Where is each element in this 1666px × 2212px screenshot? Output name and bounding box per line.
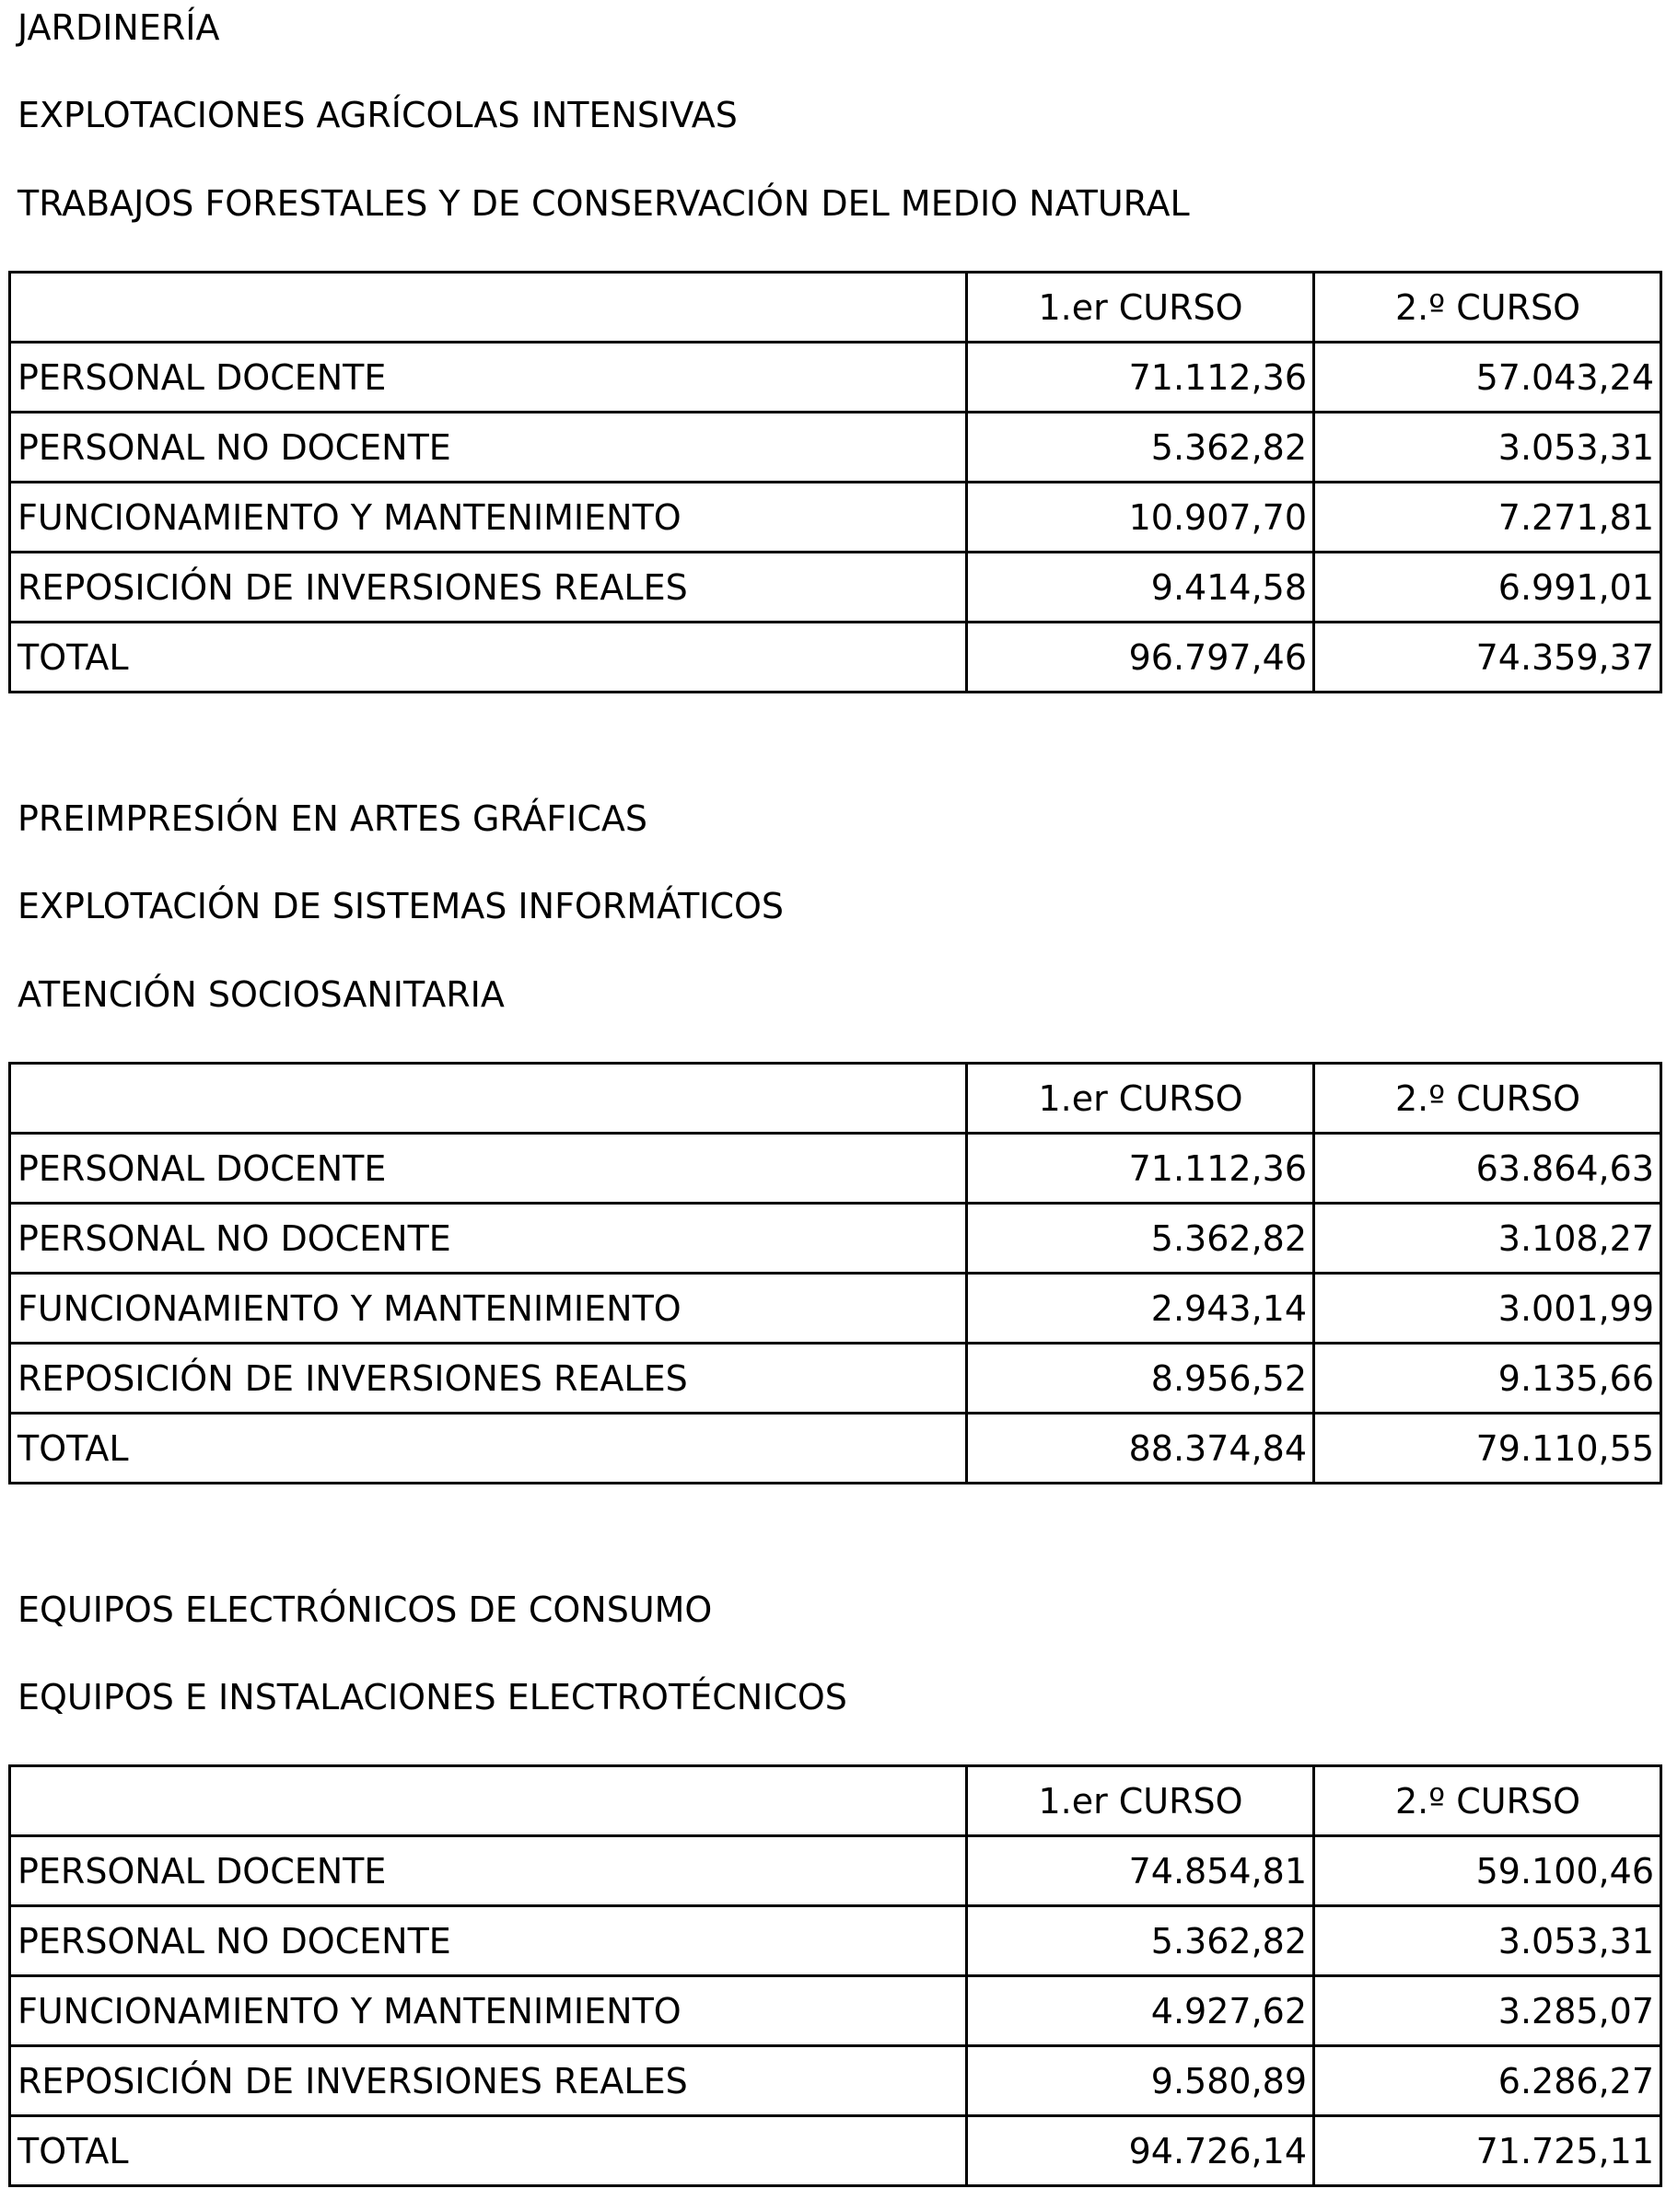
section-heading: PREIMPRESIÓN EN ARTES GRÁFICAS: [17, 798, 647, 839]
second-course-value: 6.286,27: [1314, 2046, 1661, 2116]
second-course-value: 9.135,66: [1314, 1344, 1661, 1414]
header-cell-second-course: 2.º CURSO: [1314, 273, 1661, 343]
total-label: TOTAL: [10, 1414, 967, 1484]
first-course-value: 5.362,82: [967, 1906, 1314, 1976]
row-label: REPOSICIÓN DE INVERSIONES REALES: [10, 2046, 967, 2116]
row-label: PERSONAL DOCENTE: [10, 343, 967, 413]
cost-table: [8, 1062, 1662, 1484]
first-course-value: 74.854,81: [967, 1836, 1314, 1906]
first-course-value: 9.580,89: [967, 2046, 1314, 2116]
table-row: [10, 1204, 1661, 1274]
second-course-value: 3.108,27: [1314, 1204, 1661, 1274]
header-cell-empty: [10, 1766, 967, 1836]
section-heading: TRABAJOS FORESTALES Y DE CONSERVACIÓN DEL MEDIO NATURAL: [17, 183, 1190, 224]
table-row: [10, 1344, 1661, 1414]
second-course-value: 3.285,07: [1314, 1976, 1661, 2046]
header-cell-first-course: 1.er CURSO: [967, 1766, 1314, 1836]
second-course-value: 6.991,01: [1314, 553, 1661, 623]
table-row: [10, 1976, 1661, 2046]
second-course-value: 3.053,31: [1314, 1906, 1661, 1976]
row-label: FUNCIONAMIENTO Y MANTENIMIENTO: [10, 483, 967, 553]
cost-table: [8, 271, 1662, 693]
total-first-course-value: 94.726,14: [967, 2116, 1314, 2186]
header-cell-empty: [10, 273, 967, 343]
table-row: [10, 483, 1661, 553]
total-label: TOTAL: [10, 623, 967, 693]
first-course-value: 5.362,82: [967, 1204, 1314, 1274]
total-first-course-value: 88.374,84: [967, 1414, 1314, 1484]
second-course-value: 59.100,46: [1314, 1836, 1661, 1906]
second-course-value: 63.864,63: [1314, 1134, 1661, 1204]
section-heading: EXPLOTACIONES AGRÍCOLAS INTENSIVAS: [17, 95, 738, 135]
row-label: REPOSICIÓN DE INVERSIONES REALES: [10, 1344, 967, 1414]
section-heading: ATENCIÓN SOCIOSANITARIA: [17, 974, 505, 1015]
total-row: [10, 623, 1661, 693]
first-course-value: 5.362,82: [967, 413, 1314, 483]
table-header-row: [10, 1064, 1661, 1134]
first-course-value: 2.943,14: [967, 1274, 1314, 1344]
first-course-value: 10.907,70: [967, 483, 1314, 553]
table-row: [10, 553, 1661, 623]
table-row: [10, 1836, 1661, 1906]
header-cell-first-course: 1.er CURSO: [967, 273, 1314, 343]
second-course-value: 57.043,24: [1314, 343, 1661, 413]
row-label: PERSONAL DOCENTE: [10, 1836, 967, 1906]
table-row: [10, 1134, 1661, 1204]
header-cell-empty: [10, 1064, 967, 1134]
total-second-course-value: 71.725,11: [1314, 2116, 1661, 2186]
second-course-value: 3.053,31: [1314, 413, 1661, 483]
row-label: REPOSICIÓN DE INVERSIONES REALES: [10, 553, 967, 623]
section-heading: EQUIPOS ELECTRÓNICOS DE CONSUMO: [17, 1589, 713, 1630]
table-header-row: [10, 1766, 1661, 1836]
total-second-course-value: 74.359,37: [1314, 623, 1661, 693]
table-row: [10, 343, 1661, 413]
total-row: [10, 1414, 1661, 1484]
row-label: FUNCIONAMIENTO Y MANTENIMIENTO: [10, 1976, 967, 2046]
first-course-value: 8.956,52: [967, 1344, 1314, 1414]
header-cell-first-course: 1.er CURSO: [967, 1064, 1314, 1134]
first-course-value: 71.112,36: [967, 1134, 1314, 1204]
row-label: PERSONAL NO DOCENTE: [10, 1204, 967, 1274]
row-label: FUNCIONAMIENTO Y MANTENIMIENTO: [10, 1274, 967, 1344]
total-row: [10, 2116, 1661, 2186]
section-heading: EQUIPOS E INSTALACIONES ELECTROTÉCNICOS: [17, 1677, 847, 1717]
table-row: [10, 413, 1661, 483]
table-row: [10, 2046, 1661, 2116]
table-header-row: [10, 273, 1661, 343]
table-row: [10, 1906, 1661, 1976]
row-label: PERSONAL NO DOCENTE: [10, 1906, 967, 1976]
first-course-value: 9.414,58: [967, 553, 1314, 623]
cost-table: [8, 1764, 1662, 2187]
table-row: [10, 1274, 1661, 1344]
first-course-value: 4.927,62: [967, 1976, 1314, 2046]
row-label: PERSONAL NO DOCENTE: [10, 413, 967, 483]
header-cell-second-course: 2.º CURSO: [1314, 1064, 1661, 1134]
row-label: PERSONAL DOCENTE: [10, 1134, 967, 1204]
total-label: TOTAL: [10, 2116, 967, 2186]
second-course-value: 3.001,99: [1314, 1274, 1661, 1344]
total-first-course-value: 96.797,46: [967, 623, 1314, 693]
section-heading: EXPLOTACIÓN DE SISTEMAS INFORMÁTICOS: [17, 886, 785, 926]
section-heading: JARDINERÍA: [17, 7, 220, 48]
header-cell-second-course: 2.º CURSO: [1314, 1766, 1661, 1836]
first-course-value: 71.112,36: [967, 343, 1314, 413]
total-second-course-value: 79.110,55: [1314, 1414, 1661, 1484]
second-course-value: 7.271,81: [1314, 483, 1661, 553]
